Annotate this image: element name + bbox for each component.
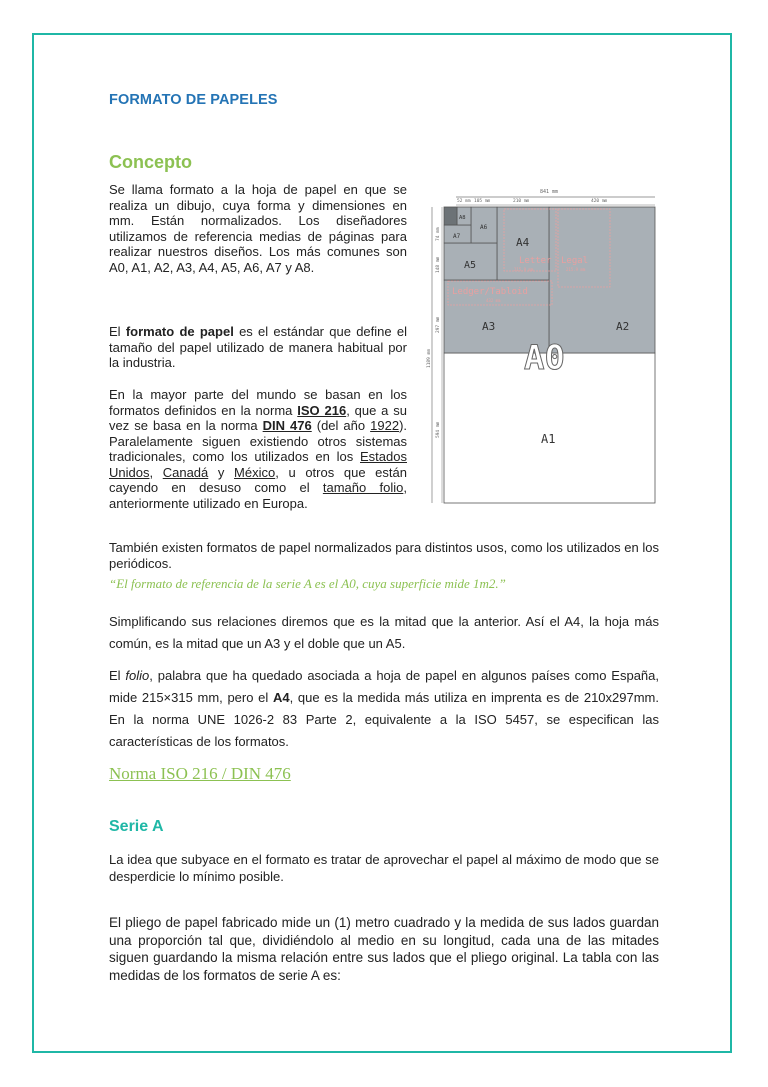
text-run: ). Paralelamente siguen existiendo otros sistemas tradicionales, como los utilizados en los — [109, 418, 408, 464]
link-tamano-folio[interactable]: tamaño folio — [322, 480, 404, 495]
link-label: ISO 216 — [297, 402, 347, 418]
text-run: , u otros que están cayendo en desuso como el — [109, 464, 407, 495]
label-a5: A5 — [464, 260, 477, 271]
a2-cell — [549, 207, 655, 353]
text-run: , que a su vez se basa en la norma — [109, 402, 407, 433]
label-a6: A6 — [480, 224, 488, 231]
label-a0: A0 — [524, 338, 565, 378]
dim-left-d: 594 mm — [436, 421, 441, 438]
text-run: , — [149, 464, 163, 480]
serie-a-paragraph-2: El pliego de papel fabricado mide un (1) metro cuadrado y la medida de sus lados guardan una proporción tal que, dividiéndolo al medio en su longitud, cada una de las mitades siguen guardando la misma relación entre sus lados que el pliego original. La tabla con las medidas de los formatos de serie A es: — [109, 915, 659, 983]
concepto-paragraph-1: Se llama formato a la hoja de papel en que se realiza un dibujo, cuya forma y dimensiones en mm. Están normalizados. Los diseñadores utilizamos de referencia medias de páginas para realizar nuestros diseños. Los más comunes son A0, A1, A2, A3, A4, A5, A6, A7 y A8. — [109, 182, 407, 275]
concepto-heading: Concepto — [109, 152, 192, 172]
concepto-paragraph-5: Simplificando sus relaciones diremos que es la mitad que la anterior. Así el A4, la hoja más común, es la mitad que un A3 y el doble que un A5. — [109, 614, 659, 651]
norma-heading: Norma ISO 216 / DIN 476 — [109, 764, 291, 783]
bold-term: formato de papel — [125, 324, 234, 339]
smallest-cell — [444, 207, 457, 225]
text-run: y — [208, 464, 235, 480]
text-run: es el estándar que define el tamaño del papel utilizado de manera habitual por la industria. — [109, 324, 407, 370]
paper-sizes-diagram — [426, 183, 660, 509]
label-legal: Legal — [561, 256, 589, 266]
dim-letter-w: 215.9 mm — [514, 267, 534, 272]
quote-a0: “El formato de referencia de la serie A es el A0, cuya superficie mide 1m2.” — [109, 576, 506, 591]
label-ledger: Ledger/Tabloid — [452, 287, 528, 297]
link-year-1922[interactable]: 1922 — [370, 418, 400, 433]
text-run: En la mayor parte del mundo se basan en los formatos definidos en la norma — [109, 387, 407, 418]
dim-top-total: 841 mm — [540, 189, 559, 195]
bold-term: A4 — [272, 690, 290, 705]
label-a2: A2 — [616, 320, 630, 333]
link-label: DIN 476 — [262, 418, 312, 433]
label-a1: A1 — [541, 432, 556, 446]
link-din-476[interactable] — [263, 418, 312, 433]
link-iso-216[interactable] — [297, 403, 346, 418]
concepto-paragraph-2 — [109, 324, 407, 371]
text-run: , palabra que ha quedado asociada a hoja de papel en algunos países como España, mide 215×315 mm, pero el — [109, 668, 659, 705]
dim-legal-w: 215.9 mm — [566, 267, 586, 272]
serie-a-paragraph-1: La idea que subyace en el formato es tratar de aprovechar el papel al máximo de modo que se desperdicie lo mínimo posible. — [109, 852, 659, 884]
page-title: FORMATO DE PAPELES — [109, 92, 278, 108]
label-a3: A3 — [482, 320, 496, 333]
label-a7: A7 — [453, 233, 461, 240]
label-letter: Letter — [519, 256, 552, 266]
text-run: (del año — [311, 418, 371, 433]
dim-left-c: 297 mm — [436, 316, 441, 333]
text-run: , que es la medida más utiliza en imprenta es de 210x297mm. En la norma UNE 1026-2 83 Parte 2, equivalente a la ISO 5457, se especifican las características de los formatos. — [109, 690, 659, 749]
link-canada[interactable]: Canadá — [162, 464, 209, 480]
italic-term: folio — [125, 668, 150, 683]
text-run: , anteriormente utilizado en Europa. — [109, 480, 407, 511]
dim-top-b: 105 mm — [474, 199, 491, 204]
label-a4: A4 — [516, 236, 530, 249]
link-mexico[interactable]: México — [234, 464, 276, 480]
serie-a-heading: Serie A — [109, 818, 164, 835]
concepto-paragraph-4: También existen formatos de papel normalizados para distintos usos, como los utilizados en los periódicos. — [109, 540, 659, 571]
dim-top-c: 210 mm — [513, 199, 530, 204]
dim-left-total: 1189 mm — [427, 349, 432, 368]
label-a8: A8 — [459, 215, 466, 221]
link-estados-unidos[interactable]: Estados Unidos — [109, 449, 407, 480]
dim-ledger-w: 432 mm — [486, 298, 501, 303]
dim-top-a: 52 mm — [457, 199, 471, 204]
dim-left-a: 74 mm — [436, 227, 441, 241]
text-run: El — [109, 324, 126, 339]
dim-top-d: 420 mm — [591, 199, 608, 204]
concepto-paragraph-6 — [109, 665, 659, 753]
dim-left-b: 148 mm — [436, 256, 441, 273]
text-run: El — [109, 668, 126, 683]
concepto-paragraph-3 — [109, 387, 407, 511]
